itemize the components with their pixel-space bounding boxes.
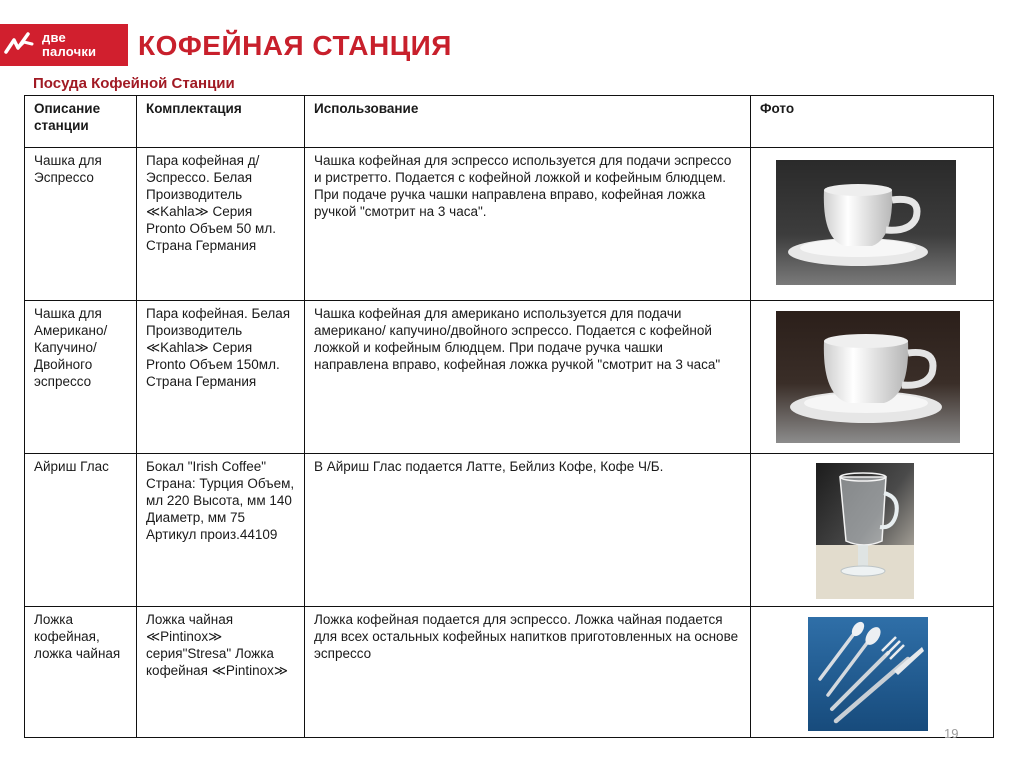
row-kit: Пара кофейная. Белая Производитель ≪Kahla≫ Серия Pronto Объем 150мл. Страна Германия <box>137 301 305 454</box>
row-kit: Пара кофейная д/Эспрессо. Белая Производитель ≪Kahla≫ Серия Pronto Объем 50 мл. Страна Германия <box>137 148 305 301</box>
logo-line-2: палочки <box>42 44 97 59</box>
cutlery-photo <box>808 617 928 731</box>
brand-logo <box>0 24 128 66</box>
row-name: Чашка для Эспрессо <box>25 148 137 301</box>
header-usage: Использование <box>305 96 751 148</box>
page-title: КОФЕЙНАЯ СТАНЦИЯ <box>138 30 452 61</box>
header-kit: Комплектация <box>137 96 305 148</box>
row-usage: Ложка кофейная подается для эспрессо. Ложка чайная подается для всех остальных кофейных напитков приготовленных на основе эспрессо <box>305 607 751 738</box>
espresso-cup-photo <box>776 160 956 285</box>
row-usage: Чашка кофейная для эспрессо используется для подачи эспрессо и ристретто. Подается с кофейной ложкой и кофейным блюдцем. При подаче ручка чашки направлена вправо, кофейная ложка ручкой "смотрит на 3 часа". <box>305 148 751 301</box>
row-name: Ложка кофейная, ложка чайная <box>25 607 137 738</box>
chopsticks-logo-icon <box>4 30 38 60</box>
row-name: Чашка для Американо/ Капучино/ Двойного эспрессо <box>25 301 137 454</box>
row-usage: Чашка кофейная для американо используется для подачи американо/ капучино/двойного эспрессо. Подается с кофейной ложкой и кофейным блюдцем. При подаче ручка чашки направлена вправо, кофейная ложка ручкой "смотрит на 3 часа" <box>305 301 751 454</box>
irish-glass-photo <box>816 463 914 599</box>
section-subtitle: Посуда Кофейной Станции <box>33 75 235 92</box>
header-photo: Фото <box>751 96 994 148</box>
row-kit: Бокал "Irish Coffee" Страна: Турция Объем, мл 220 Высота, мм 140 Диаметр, мм 75 Артикул произ.44109 <box>137 454 305 607</box>
table-header-row <box>25 96 994 148</box>
row-kit: Ложка чайная ≪Pintinox≫ серия"Stresa" Ложка кофейная ≪Pintinox≫ <box>137 607 305 738</box>
page-number: 19 <box>944 726 959 741</box>
row-name: Айриш Глас <box>25 454 137 607</box>
logo-line-1: две <box>42 30 66 45</box>
logo-text <box>42 31 96 59</box>
americano-cup-photo <box>776 311 960 443</box>
row-usage: В Айриш Глас подается Латте, Бейлиз Кофе, Кофе Ч/Б. <box>305 454 751 607</box>
header-description: Описание станции <box>25 96 137 148</box>
